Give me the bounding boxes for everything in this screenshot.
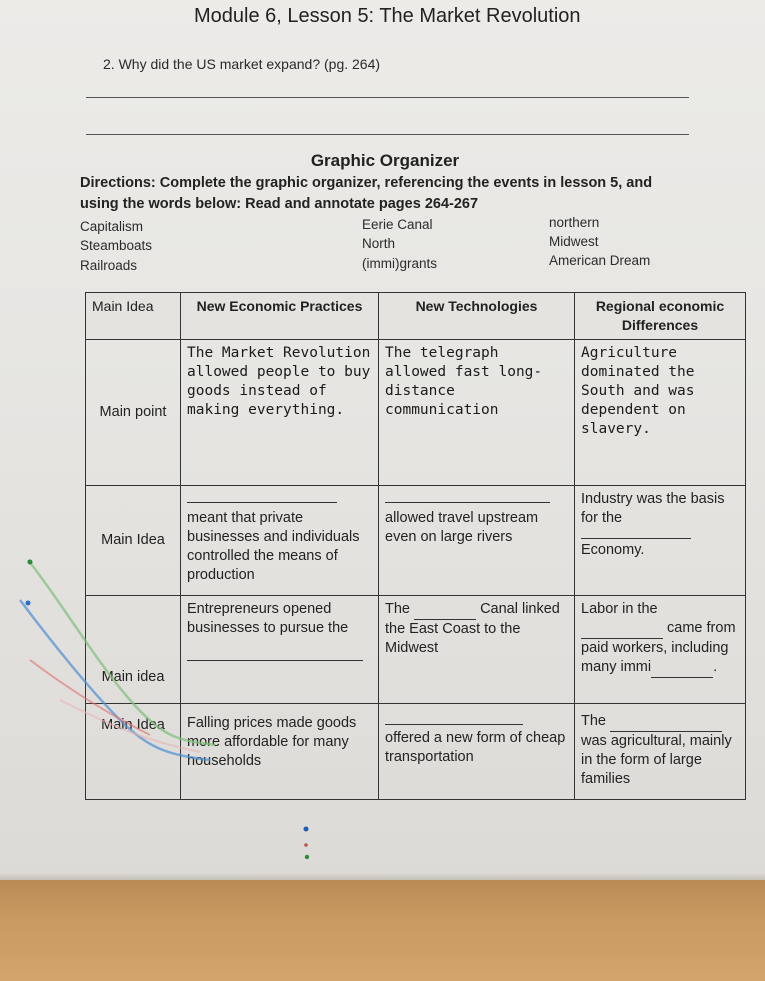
practices-cell[interactable]: The Market Revolution allowed people to buy goods instead of making everything.: [181, 340, 379, 486]
directions-text: Directions: Complete the graphic organizer, referencing the events in lesson 5, and using the words below: Read and annotate pages 264-267: [80, 175, 653, 212]
question-2: 2. Why did the US market expand? (pg. 264): [103, 56, 381, 72]
technologies-text-c: linked the East Coast to the Midwest: [385, 601, 560, 656]
word-bank-item: northern: [549, 215, 600, 230]
technologies-text-a: The: [385, 601, 410, 617]
technologies-cell[interactable]: The telegraph allowed fast long-distance communication: [379, 340, 575, 486]
word-bank-item: Steamboats: [80, 238, 153, 253]
row-label: Main idea: [86, 596, 181, 704]
regional-cell[interactable]: Agriculture dominated the South and was dependent on slavery.: [575, 340, 746, 486]
regional-text-a: Labor in the: [581, 601, 658, 617]
word-bank-item: North: [362, 236, 396, 251]
technologies-text: allowed travel upstream even on large rivers: [385, 510, 539, 545]
practices-text: Entrepreneurs opened businesses to pursue the: [187, 601, 349, 636]
practices-text: meant that private businesses and individuals controlled the means of production: [187, 510, 360, 583]
desk-surface: [0, 880, 765, 981]
word-bank-item: Capitalism: [80, 219, 144, 234]
regional-text-b: came: [667, 620, 703, 636]
header-regional-differences: Regional economic Differences: [575, 293, 746, 340]
word-bank-item: Eerie Canal: [362, 217, 433, 232]
technologies-text: offered a new form of cheap transportation: [385, 730, 566, 765]
header-economic-practices: New Economic Practices: [181, 293, 379, 340]
header-new-technologies: New Technologies: [379, 293, 575, 340]
row-label: Main Idea: [86, 704, 181, 800]
page-title: Module 6, Lesson 5: The Market Revolution: [194, 5, 581, 27]
regional-text-a: The: [581, 713, 606, 729]
word-bank-item: American Dream: [549, 253, 651, 268]
regional-text: Industry was the basis for the: [581, 491, 725, 526]
regional-text-d: immi: [620, 659, 652, 675]
word-bank-item: (immi)grants: [362, 256, 438, 271]
regional-text-end: Economy.: [581, 542, 645, 558]
regional-text-b: was agricultural, mainly in the form of large families: [581, 733, 732, 787]
row-label: Main point: [86, 340, 181, 486]
row-label: Main Idea: [86, 486, 181, 596]
word-bank-item: Midwest: [549, 234, 599, 249]
technologies-text-b: Canal: [480, 601, 518, 617]
header-main-idea: Main Idea: [86, 293, 181, 340]
regional-text-e: .: [713, 659, 718, 675]
graphic-organizer-heading: Graphic Organizer: [310, 151, 460, 170]
practices-cell[interactable]: Falling prices made goods more affordable for many households: [181, 704, 379, 800]
regional-text-c: from paid workers, including many: [581, 620, 736, 675]
word-bank-item: Railroads: [80, 258, 138, 273]
